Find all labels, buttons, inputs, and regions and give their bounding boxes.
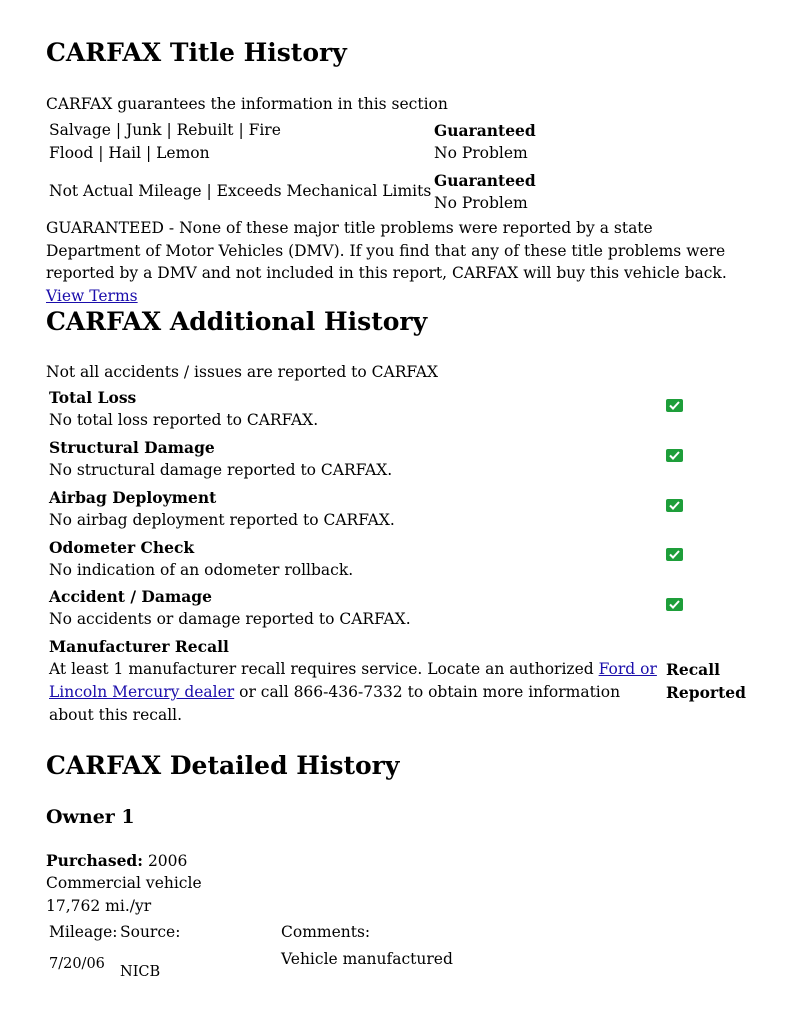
title-status-label-2: Guaranteed	[434, 171, 536, 190]
item-title-structural-damage: Structural Damage	[49, 438, 215, 457]
item-title-manufacturer-recall: Manufacturer Recall	[49, 637, 229, 656]
title-history-intro: CARFAX guarantees the information in this section	[46, 95, 448, 113]
guarantee-text: GUARANTEED - None of these major title problems were reported by a state Department of Motor Vehicles (DMV). If you find that any of these title problems were reported by a DMV and not included in this report, CARFAX will buy this vehicle back.	[46, 219, 727, 282]
title-status-value-1: No Problem	[434, 144, 528, 162]
check-icon	[666, 548, 683, 561]
item-desc-accident-damage: No accidents or damage reported to CARFAX.	[49, 610, 411, 628]
item-desc-odometer-check: No indication of an odometer rollback.	[49, 561, 354, 579]
purchased-value: 2006	[147, 852, 188, 870]
check-icon	[666, 598, 683, 611]
title-problem-row-3: Not Actual Mileage | Exceeds Mechanical Limits	[49, 182, 432, 200]
recall-description	[49, 658, 661, 727]
view-terms-link[interactable]: View Terms	[46, 286, 138, 305]
check-icon	[666, 499, 683, 512]
owner-heading: Owner 1	[46, 806, 135, 828]
item-title-airbag-deployment: Airbag Deployment	[49, 488, 217, 507]
record-comment: Vehicle manufactured	[281, 950, 453, 968]
recall-text-after: or call 866-436-7332 to obtain more information about this recall.	[49, 683, 621, 724]
item-desc-airbag-deployment: No airbag deployment reported to CARFAX.	[49, 511, 395, 529]
recall-status-line-1: Recall	[666, 660, 721, 679]
column-header-source: Source:	[120, 923, 181, 941]
check-icon	[666, 449, 683, 462]
item-desc-total-loss: No total loss reported to CARFAX.	[49, 411, 319, 429]
column-header-comments: Comments:	[281, 923, 371, 941]
title-history-heading: CARFAX Title History	[46, 38, 347, 67]
item-title-accident-damage: Accident / Damage	[49, 587, 212, 606]
recall-text-before: At least 1 manufacturer recall requires service. Locate an authorized	[49, 660, 594, 678]
check-icon	[666, 399, 683, 412]
title-problem-row-1: Salvage | Junk | Rebuilt | Fire	[49, 121, 281, 139]
title-problem-row-2: Flood | Hail | Lemon	[49, 144, 210, 162]
additional-history-intro: Not all accidents / issues are reported to CARFAX	[46, 363, 439, 381]
title-status-value-2: No Problem	[434, 194, 528, 212]
item-title-total-loss: Total Loss	[49, 388, 137, 407]
item-title-odometer-check: Odometer Check	[49, 538, 195, 557]
record-date: 7/20/06	[49, 956, 105, 972]
purchased-label: Purchased:	[46, 851, 143, 870]
additional-history-heading: CARFAX Additional History	[46, 307, 428, 336]
column-header-mileage: Mileage:	[49, 923, 118, 941]
vehicle-type: Commercial vehicle	[46, 874, 202, 892]
mileage-rate: 17,762 mi./yr	[46, 897, 152, 915]
purchased-line	[46, 849, 187, 873]
title-status-label-1: Guaranteed	[434, 121, 536, 140]
dealer-link[interactable]: Ford or Lincoln Mercury dealer	[49, 660, 657, 701]
detailed-history-heading: CARFAX Detailed History	[46, 751, 400, 780]
item-desc-structural-damage: No structural damage reported to CARFAX.	[49, 461, 393, 479]
guarantee-paragraph	[46, 217, 751, 307]
record-source: NICB	[120, 964, 161, 980]
recall-status-line-2: Reported	[666, 683, 746, 702]
